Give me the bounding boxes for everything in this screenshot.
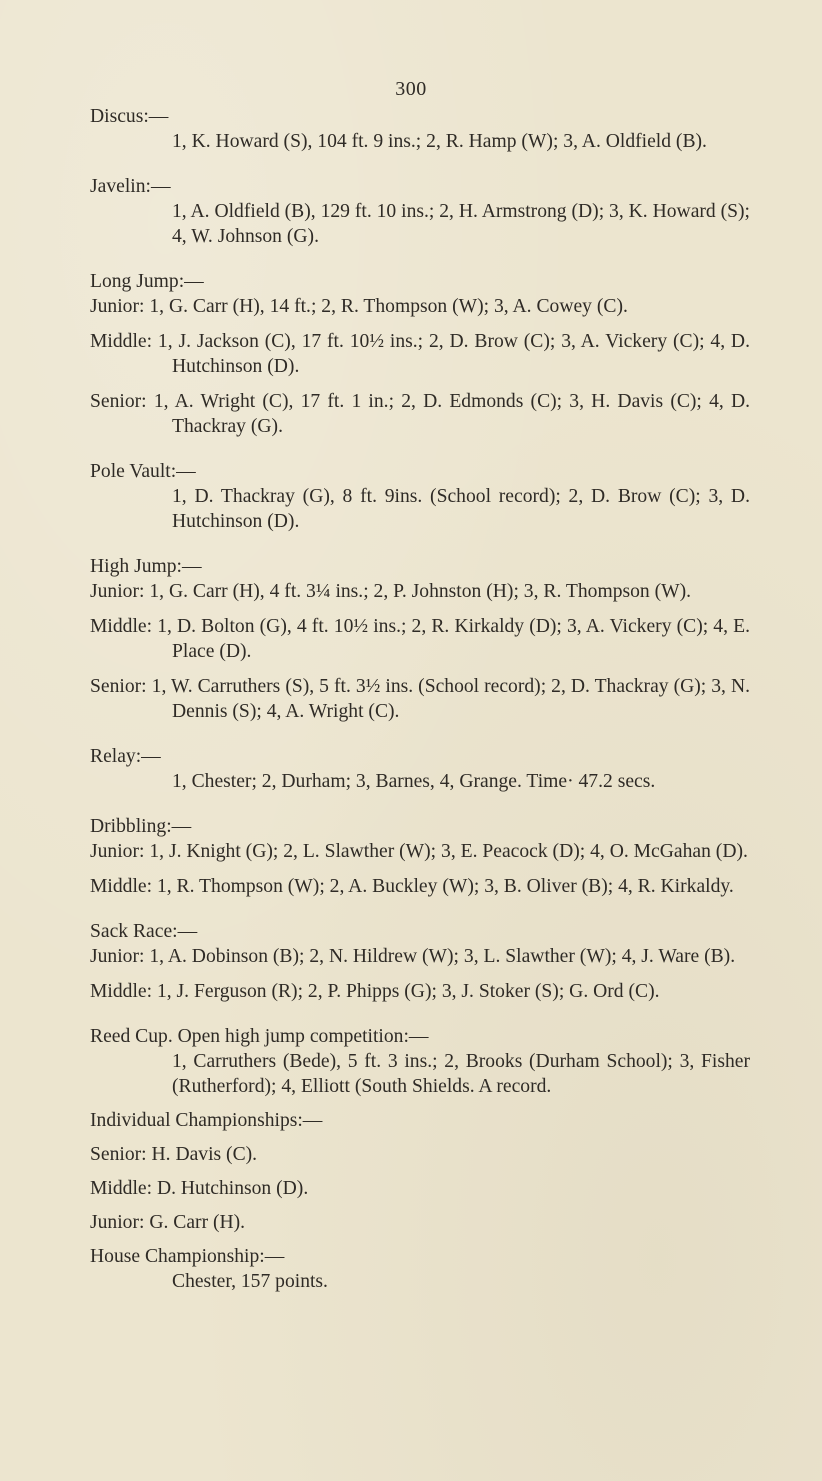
long-jump-junior-results: 1, G. Carr (H), 14 ft.; 2, R. Thompson (W); 3, A. Cowey (C). <box>149 296 628 317</box>
sack-race-junior-results: 1, A. Dobinson (B); 2, N. Hildrew (W); 3, L. Slawther (W); 4, J. Ware (B). <box>149 946 736 967</box>
long-jump-senior <box>90 389 750 439</box>
house-championship-section <box>90 1244 750 1294</box>
individual-senior-block <box>90 1142 750 1167</box>
high-jump-heading: High Jump:— <box>90 556 202 577</box>
high-jump-junior <box>90 579 750 604</box>
reed-cup-section <box>90 1024 750 1099</box>
reed-cup-heading: Reed Cup. Open high jump competition:— <box>90 1026 429 1047</box>
individual-championships-heading-block <box>90 1108 750 1133</box>
dribbling-junior-label: Junior: <box>90 841 145 862</box>
results-list <box>90 104 750 1314</box>
dribbling-section <box>90 814 750 899</box>
high-jump-junior-results: 1, G. Carr (H), 4 ft. 3¼ ins.; 2, P. Johnston (H); 3, R. Thompson (W). <box>149 581 692 602</box>
dribbling-middle-label: Middle: <box>90 876 153 897</box>
dribbling-junior-results: 1, J. Knight (G); 2, L. Slawther (W); 3, E. Peacock (D); 4, O. McGahan (D). <box>149 841 748 862</box>
high-jump-section <box>90 554 750 724</box>
discus-section <box>90 104 750 154</box>
long-jump-middle-label: Middle: <box>90 331 153 352</box>
page-number: 300 <box>395 78 427 100</box>
dribbling-middle <box>90 874 750 899</box>
long-jump-junior-label: Junior: <box>90 296 145 317</box>
long-jump-middle <box>90 329 750 379</box>
sack-race-middle <box>90 979 750 1004</box>
individual-championships-heading: Individual Championships:— <box>90 1110 323 1131</box>
javelin-section <box>90 174 750 249</box>
dribbling-junior <box>90 839 750 864</box>
high-jump-senior-results: 1, W. Carruthers (S), 5 ft. 3½ ins. (School record); 2, D. Thackray (G); 3, N. Dennis (S); 4, A. Wright (C). <box>151 676 750 722</box>
relay-results: 1, Chester; 2, Durham; 3, Barnes, 4, Grange. Time· 47.2 secs. <box>172 771 656 792</box>
house-championship-result: Chester, 157 points. <box>172 1271 328 1292</box>
long-jump-heading: Long Jump:— <box>90 271 204 292</box>
high-jump-junior-label: Junior: <box>90 581 145 602</box>
javelin-heading: Javelin:— <box>90 176 171 197</box>
reed-cup-results: 1, Carruthers (Bede), 5 ft. 3 ins.; 2, Brooks (Durham School); 3, Fisher (Rutherford); 4, Elliott (South Shields. A record. <box>172 1051 750 1097</box>
discus-heading: Discus:— <box>90 106 169 127</box>
high-jump-senior-label: Senior: <box>90 676 147 697</box>
pole-vault-results: 1, D. Thackray (G), 8 ft. 9ins. (School record); 2, D. Brow (C); 3, D. Hutchinson (D). <box>172 486 750 532</box>
sack-race-junior-label: Junior: <box>90 946 145 967</box>
long-jump-senior-results: 1, A. Wright (C), 17 ft. 1 in.; 2, D. Edmonds (C); 3, H. Davis (C); 4, D. Thackray (G). <box>153 391 751 437</box>
pole-vault-heading: Pole Vault:— <box>90 461 196 482</box>
sack-race-section <box>90 919 750 1004</box>
individual-middle: Middle: D. Hutchinson (D). <box>90 1178 309 1199</box>
individual-junior: Junior: G. Carr (H). <box>90 1212 246 1233</box>
long-jump-junior <box>90 294 750 319</box>
individual-senior: Senior: H. Davis (C). <box>90 1144 258 1165</box>
javelin-results: 1, A. Oldfield (B), 129 ft. 10 ins.; 2, H. Armstrong (D); 3, K. Howard (S); 4, W. Johnson (G). <box>172 201 750 247</box>
high-jump-senior <box>90 674 750 724</box>
high-jump-middle <box>90 614 750 664</box>
relay-heading: Relay:— <box>90 746 161 767</box>
individual-junior-block <box>90 1210 750 1235</box>
high-jump-middle-label: Middle: <box>90 616 153 637</box>
house-championship-heading: House Championship:— <box>90 1246 285 1267</box>
dribbling-middle-results: 1, R. Thompson (W); 2, A. Buckley (W); 3, B. Oliver (B); 4, R. Kirkaldy. <box>156 876 734 897</box>
individual-middle-block <box>90 1176 750 1201</box>
dribbling-heading: Dribbling:— <box>90 816 192 837</box>
long-jump-senior-label: Senior: <box>90 391 147 412</box>
long-jump-middle-results: 1, J. Jackson (C), 17 ft. 10½ ins.; 2, D. Brow (C); 3, A. Vickery (C); 4, D. Hutchinson (D). <box>157 331 750 377</box>
high-jump-middle-results: 1, D. Bolton (G), 4 ft. 10½ ins.; 2, R. Kirkaldy (D); 3, A. Vickery (C); 4, E. Place (D). <box>157 616 750 662</box>
discus-results: 1, K. Howard (S), 104 ft. 9 ins.; 2, R. Hamp (W); 3, A. Oldfield (B). <box>172 131 707 152</box>
relay-section <box>90 744 750 794</box>
sack-race-middle-label: Middle: <box>90 981 153 1002</box>
sack-race-junior <box>90 944 750 969</box>
sack-race-middle-results: 1, J. Ferguson (R); 2, P. Phipps (G); 3, J. Stoker (S); G. Ord (C). <box>156 981 660 1002</box>
long-jump-section <box>90 269 750 439</box>
pole-vault-section <box>90 459 750 534</box>
sack-race-heading: Sack Race:— <box>90 921 198 942</box>
